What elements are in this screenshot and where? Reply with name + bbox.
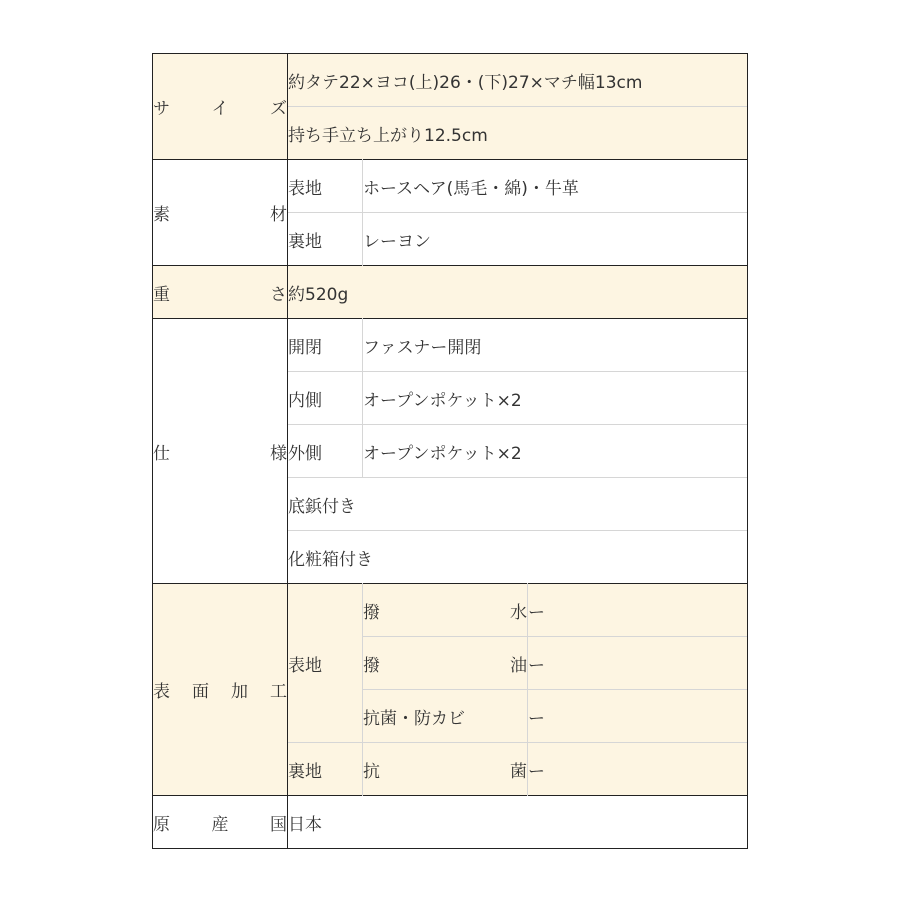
finish-outer-label: 表地 (288, 584, 363, 743)
finish-lining-label: 裏地 (288, 743, 363, 796)
spec-inside-value: オープンポケット×2 (363, 372, 748, 425)
spec-closure-label: 開閉 (288, 319, 363, 372)
spec-outside-label: 外側 (288, 425, 363, 478)
finish-oil-value: ー (528, 637, 748, 690)
finish-water-value: ー (528, 584, 748, 637)
weight-row (153, 266, 748, 319)
origin-value: 日本 (288, 796, 748, 849)
spec-closure-value: ファスナー開閉 (363, 319, 748, 372)
spec-heading: 仕 様 (153, 319, 288, 584)
spec-gift-box: 化粧箱付き (288, 531, 748, 584)
size-row (153, 54, 748, 107)
material-outer-value: ホースヘア(馬毛・綿)・牛革 (363, 160, 748, 213)
size-dimensions: 約タテ22×ヨコ(上)26・(下)27×マチ幅13cm (288, 54, 748, 107)
material-outer-label: 表地 (288, 160, 363, 213)
finish-antibac-mold-value: ー (528, 690, 748, 743)
material-lining-label: 裏地 (288, 213, 363, 266)
origin-heading: 原 産 国 (153, 796, 288, 849)
size-heading: サ イ ズ (153, 54, 288, 160)
material-heading: 素 材 (153, 160, 288, 266)
size-handle-drop: 持ち手立ち上がり12.5cm (288, 107, 748, 160)
finish-heading: 表 面 加 工 (153, 584, 288, 796)
finish-antibac-value: ー (528, 743, 748, 796)
material-row (153, 160, 748, 213)
origin-row (153, 796, 748, 849)
spec-bottom-studs: 底鋲付き (288, 478, 748, 531)
weight-value: 約520g (288, 266, 748, 319)
finish-antibac-mold-label: 抗菌・防カビ (363, 690, 528, 743)
finish-antibac-label: 抗 菌 (363, 743, 528, 796)
finish-water-label: 撥 水 (363, 584, 528, 637)
material-lining-value: レーヨン (363, 213, 748, 266)
finish-oil-label: 撥 油 (363, 637, 528, 690)
finish-water-row (153, 584, 748, 637)
spec-outside-value: オープンポケット×2 (363, 425, 748, 478)
spec-inside-label: 内側 (288, 372, 363, 425)
spec-closure-row (153, 319, 748, 372)
weight-heading: 重 さ (153, 266, 288, 319)
product-spec-table (152, 53, 748, 849)
